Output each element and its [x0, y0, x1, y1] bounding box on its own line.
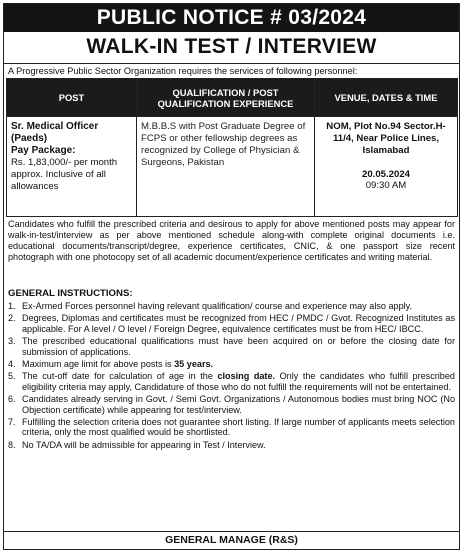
post-title: Sr. Medical Officer (Paeds)	[11, 121, 99, 144]
list-item: 3. The prescribed educational qualifications must have been acquired on or before the closing date for submission of applications.	[8, 336, 455, 357]
pay-text: Rs. 1,83,000/- per month approx. Inclusive of all allowances	[11, 157, 118, 192]
instructions-heading: GENERAL INSTRUCTIONS:	[8, 288, 133, 299]
cell-qualification	[137, 117, 315, 217]
instructions-list	[4, 301, 459, 450]
signature-footer: GENERAL MANAGE (R&S)	[4, 531, 459, 549]
table-header-row	[7, 79, 458, 117]
cell-post	[7, 117, 137, 217]
list-item: 2. Degrees, Diplomas and certificates must be recognized from HEC / PMDC / Gvot. Recognized Institutes as applicable. For A level / O level / Foreign Degree, equivalence certificates must be from HEC/ IBCC.	[8, 313, 455, 334]
time-text: 09:30 AM	[365, 180, 407, 191]
body-paragraph: Candidates who fulfill the prescribed criteria and desirous to apply for above mentioned posts may appear for walk-in-test/interview as per above mentioned schedule along-with complete original documents i.e. educational documents/transcript/degree, experience certificates, CNIC, & one passport size recent photograph with one photocopy set of all academic document/experience certificates and writing material.	[8, 219, 455, 262]
pay-label: Pay Package:	[11, 145, 76, 156]
list-item: 7. Fulfilling the selection criteria does not guarantee short listing. If large number of applicants meets selection criteria, only the most qualified would be shortlisted.	[8, 417, 455, 438]
list-item: 8. No TA/DA will be admissible for appearing in Test / Interview.	[8, 439, 266, 450]
intro-text: A Progressive Public Sector Organization requires the services of following personnel:	[8, 66, 358, 76]
list-item: 6. Candidates already serving in Govt. / Semi Govt. Organizations / Autonomous bodies must bring NOC (No Objection certificate) while appearing for test/interview.	[8, 394, 455, 415]
list-item: 5. The cut-off date for calculation of age in the closing date. Only the candidates who fulfill prescribed eligibility criteria may apply, Candidature of those who do not fulfill the requirements will not be entertained.	[8, 371, 455, 392]
notice-banner: PUBLIC NOTICE # 03/2024	[4, 4, 459, 32]
cell-venue	[315, 117, 458, 217]
header-qualification: QUALIFICATION / POST QUALIFICATION EXPERIENCE	[137, 79, 315, 117]
header-venue: VENUE, DATES & TIME	[315, 79, 458, 117]
table-row	[7, 117, 458, 217]
header-post: POST	[7, 79, 137, 117]
qualification-text: M.B.B.S with Post Graduate Degree of FCPS or other fellowship degrees as recognized by College of Physician & Surgeons, Pakistan	[141, 121, 306, 168]
list-item: 1. Ex-Armed Forces personnel having relevant qualification/ course and experience may also apply.	[8, 301, 413, 311]
list-item: 4. Maximum age limit for above posts is 35 years.	[8, 359, 214, 370]
posts-table	[6, 78, 458, 217]
date-text: 20.05.2024	[361, 169, 410, 180]
venue-text: NOM, Plot No.94 Sector.H-11/4, Near Police Lines, Islamabad	[326, 121, 446, 156]
notice-subtitle: WALK-IN TEST / INTERVIEW	[4, 32, 459, 64]
notice-page	[3, 3, 460, 550]
